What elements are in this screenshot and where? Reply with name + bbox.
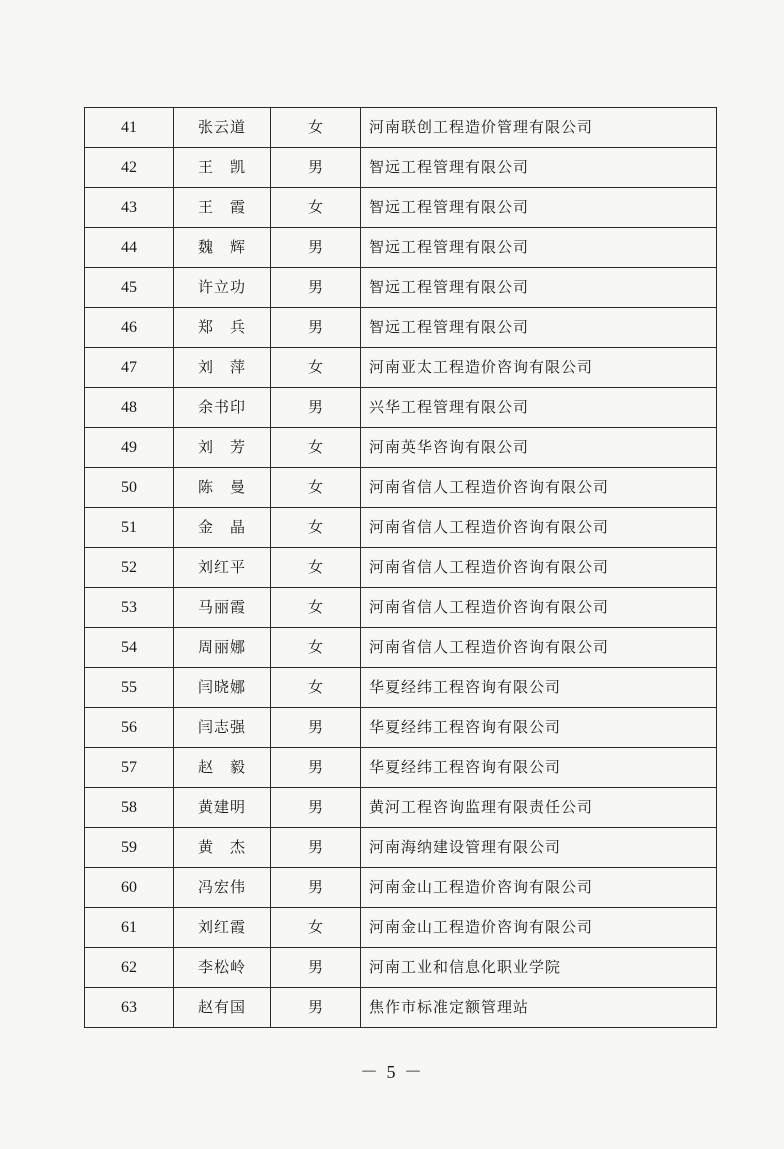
row-number: 54 bbox=[85, 628, 174, 668]
table-row bbox=[85, 868, 717, 908]
organization-name: 河南省信人工程造价咨询有限公司 bbox=[361, 468, 717, 508]
person-gender: 男 bbox=[271, 788, 361, 828]
table-row bbox=[85, 348, 717, 388]
row-number: 62 bbox=[85, 948, 174, 988]
person-gender: 女 bbox=[271, 628, 361, 668]
table-row bbox=[85, 548, 717, 588]
person-gender: 女 bbox=[271, 188, 361, 228]
person-name: 刘 芳 bbox=[174, 428, 271, 468]
table-row bbox=[85, 628, 717, 668]
row-number: 51 bbox=[85, 508, 174, 548]
row-number: 43 bbox=[85, 188, 174, 228]
organization-name: 智远工程管理有限公司 bbox=[361, 308, 717, 348]
person-gender: 女 bbox=[271, 468, 361, 508]
person-name: 金 晶 bbox=[174, 508, 271, 548]
person-name: 李松岭 bbox=[174, 948, 271, 988]
table-row bbox=[85, 148, 717, 188]
person-name: 黄建明 bbox=[174, 788, 271, 828]
person-name: 刘红霞 bbox=[174, 908, 271, 948]
organization-name: 智远工程管理有限公司 bbox=[361, 268, 717, 308]
person-name: 刘 萍 bbox=[174, 348, 271, 388]
person-name: 马丽霞 bbox=[174, 588, 271, 628]
organization-name: 河南金山工程造价咨询有限公司 bbox=[361, 868, 717, 908]
table-row bbox=[85, 188, 717, 228]
table-row bbox=[85, 788, 717, 828]
person-name: 许立功 bbox=[174, 268, 271, 308]
organization-name: 智远工程管理有限公司 bbox=[361, 148, 717, 188]
row-number: 53 bbox=[85, 588, 174, 628]
table-row bbox=[85, 828, 717, 868]
organization-name: 河南英华咨询有限公司 bbox=[361, 428, 717, 468]
person-gender: 女 bbox=[271, 548, 361, 588]
person-name: 张云道 bbox=[174, 108, 271, 148]
row-number: 47 bbox=[85, 348, 174, 388]
person-name: 闫志强 bbox=[174, 708, 271, 748]
person-gender: 男 bbox=[271, 268, 361, 308]
person-gender: 女 bbox=[271, 108, 361, 148]
table-row bbox=[85, 268, 717, 308]
row-number: 49 bbox=[85, 428, 174, 468]
row-number: 46 bbox=[85, 308, 174, 348]
row-number: 42 bbox=[85, 148, 174, 188]
person-name: 赵 毅 bbox=[174, 748, 271, 788]
table-row bbox=[85, 988, 717, 1028]
table-row bbox=[85, 668, 717, 708]
person-name: 闫晓娜 bbox=[174, 668, 271, 708]
person-name: 王 霞 bbox=[174, 188, 271, 228]
table-row bbox=[85, 948, 717, 988]
person-name: 魏 辉 bbox=[174, 228, 271, 268]
organization-name: 河南省信人工程造价咨询有限公司 bbox=[361, 508, 717, 548]
row-number: 41 bbox=[85, 108, 174, 148]
person-gender: 女 bbox=[271, 508, 361, 548]
person-gender: 女 bbox=[271, 428, 361, 468]
person-gender: 男 bbox=[271, 988, 361, 1028]
person-gender: 男 bbox=[271, 228, 361, 268]
person-gender: 女 bbox=[271, 348, 361, 388]
person-gender: 男 bbox=[271, 148, 361, 188]
row-number: 52 bbox=[85, 548, 174, 588]
table-row bbox=[85, 468, 717, 508]
person-name: 黄 杰 bbox=[174, 828, 271, 868]
roster-table-body bbox=[85, 108, 717, 1028]
organization-name: 河南省信人工程造价咨询有限公司 bbox=[361, 548, 717, 588]
roster-table bbox=[84, 107, 717, 1028]
person-gender: 男 bbox=[271, 748, 361, 788]
table-row bbox=[85, 108, 717, 148]
organization-name: 华夏经纬工程咨询有限公司 bbox=[361, 748, 717, 788]
row-number: 60 bbox=[85, 868, 174, 908]
person-name: 冯宏伟 bbox=[174, 868, 271, 908]
table-row bbox=[85, 228, 717, 268]
organization-name: 河南亚太工程造价咨询有限公司 bbox=[361, 348, 717, 388]
person-gender: 男 bbox=[271, 828, 361, 868]
row-number: 45 bbox=[85, 268, 174, 308]
organization-name: 河南工业和信息化职业学院 bbox=[361, 948, 717, 988]
row-number: 56 bbox=[85, 708, 174, 748]
organization-name: 焦作市标准定额管理站 bbox=[361, 988, 717, 1028]
person-gender: 男 bbox=[271, 388, 361, 428]
organization-name: 智远工程管理有限公司 bbox=[361, 188, 717, 228]
person-gender: 女 bbox=[271, 588, 361, 628]
person-gender: 女 bbox=[271, 668, 361, 708]
table-row bbox=[85, 748, 717, 788]
organization-name: 兴华工程管理有限公司 bbox=[361, 388, 717, 428]
row-number: 58 bbox=[85, 788, 174, 828]
table-row bbox=[85, 508, 717, 548]
organization-name: 河南联创工程造价管理有限公司 bbox=[361, 108, 717, 148]
row-number: 61 bbox=[85, 908, 174, 948]
person-name: 周丽娜 bbox=[174, 628, 271, 668]
organization-name: 河南海纳建设管理有限公司 bbox=[361, 828, 717, 868]
person-gender: 男 bbox=[271, 948, 361, 988]
row-number: 59 bbox=[85, 828, 174, 868]
row-number: 63 bbox=[85, 988, 174, 1028]
person-name: 郑 兵 bbox=[174, 308, 271, 348]
organization-name: 河南省信人工程造价咨询有限公司 bbox=[361, 628, 717, 668]
organization-name: 智远工程管理有限公司 bbox=[361, 228, 717, 268]
person-name: 赵有国 bbox=[174, 988, 271, 1028]
person-gender: 男 bbox=[271, 308, 361, 348]
person-name: 余书印 bbox=[174, 388, 271, 428]
table-row bbox=[85, 388, 717, 428]
row-number: 50 bbox=[85, 468, 174, 508]
page-number: － 5 － bbox=[360, 1062, 424, 1082]
organization-name: 华夏经纬工程咨询有限公司 bbox=[361, 708, 717, 748]
table-row bbox=[85, 428, 717, 468]
organization-name: 黄河工程咨询监理有限责任公司 bbox=[361, 788, 717, 828]
row-number: 48 bbox=[85, 388, 174, 428]
table-row bbox=[85, 708, 717, 748]
person-name: 刘红平 bbox=[174, 548, 271, 588]
person-name: 陈 曼 bbox=[174, 468, 271, 508]
person-gender: 女 bbox=[271, 908, 361, 948]
table-row bbox=[85, 908, 717, 948]
row-number: 55 bbox=[85, 668, 174, 708]
table-row bbox=[85, 588, 717, 628]
person-gender: 男 bbox=[271, 868, 361, 908]
table-row bbox=[85, 308, 717, 348]
organization-name: 河南省信人工程造价咨询有限公司 bbox=[361, 588, 717, 628]
organization-name: 河南金山工程造价咨询有限公司 bbox=[361, 908, 717, 948]
row-number: 44 bbox=[85, 228, 174, 268]
person-name: 王 凯 bbox=[174, 148, 271, 188]
person-gender: 男 bbox=[271, 708, 361, 748]
row-number: 57 bbox=[85, 748, 174, 788]
organization-name: 华夏经纬工程咨询有限公司 bbox=[361, 668, 717, 708]
